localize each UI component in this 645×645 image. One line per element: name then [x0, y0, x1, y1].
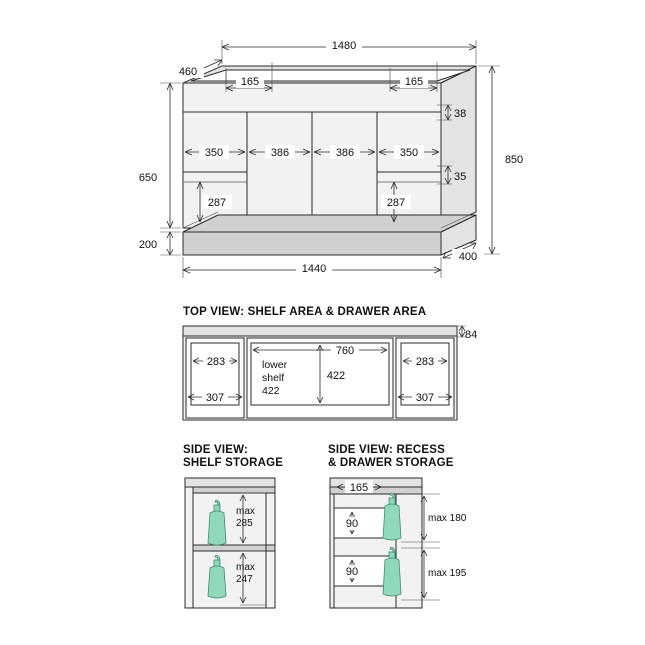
label-lower-shelf-line2: shelf — [262, 372, 285, 384]
dim-door-right: 350 — [399, 147, 419, 159]
dim-top-centre-depth: 422 — [326, 370, 346, 382]
side-view-shelf-geometry — [185, 478, 275, 608]
dim-base-height: 200 — [138, 239, 158, 251]
dim-depth: 460 — [178, 66, 198, 78]
dim-top-right-outer: 307 — [415, 392, 435, 404]
dim-top-left-outer: 307 — [205, 392, 225, 404]
dim-top-centre-width: 760 — [335, 345, 355, 357]
dim-recess-depth: 165 — [349, 482, 369, 494]
dim-drawer-front-38: 38 — [454, 108, 467, 120]
dim-recess-lower-max: max 195 — [428, 568, 467, 579]
dim-top-gap-right: 165 — [404, 76, 424, 88]
side-view-shelf-title-1: SIDE VIEW: — [183, 444, 249, 456]
dim-shelf-upper-max-label: max — [236, 506, 255, 517]
label-lower-shelf-value: 422 — [262, 385, 280, 397]
dim-door-mid-right: 386 — [335, 147, 355, 159]
dim-base-depth: 400 — [458, 251, 478, 263]
dim-overall-height: 850 — [504, 154, 524, 166]
side-view-recess-title-2: & DRAWER STORAGE — [328, 457, 454, 469]
side-view-recess-title-1: SIDE VIEW: RECESS — [328, 444, 445, 456]
side-view-recess-geometry — [330, 478, 422, 608]
dim-top-left-inner: 283 — [206, 356, 226, 368]
dim-upper-drawer: 90 — [345, 518, 359, 530]
dim-shelf-right-287: 287 — [386, 197, 406, 209]
dim-overall-width: 1480 — [331, 40, 357, 52]
dim-door-left: 350 — [204, 147, 224, 159]
dim-drawer-front-35: 35 — [454, 171, 467, 183]
label-lower-shelf-line1: lower — [262, 359, 288, 371]
top-view-title: TOP VIEW: SHELF AREA & DRAWER AREA — [183, 306, 427, 318]
dim-top-right-inner: 283 — [415, 356, 435, 368]
dim-top-front-strip: 84 — [465, 329, 478, 341]
dim-door-mid-left: 386 — [270, 147, 290, 159]
dim-top-gap-left: 165 — [240, 76, 260, 88]
dim-cabinet-height: 650 — [138, 172, 158, 184]
side-view-shelf-title-2: SHELF STORAGE — [183, 457, 284, 469]
dim-shelf-upper-max-value: 285 — [236, 518, 253, 529]
dim-base-width: 1440 — [301, 263, 327, 275]
main-view-geometry — [183, 66, 476, 255]
dim-lower-drawer: 90 — [345, 566, 359, 578]
dim-shelf-left-287: 287 — [207, 197, 227, 209]
dim-shelf-lower-max-value: 247 — [236, 574, 253, 585]
dim-shelf-lower-max-label: max — [236, 562, 255, 573]
dim-recess-upper-max: max 180 — [428, 513, 467, 524]
